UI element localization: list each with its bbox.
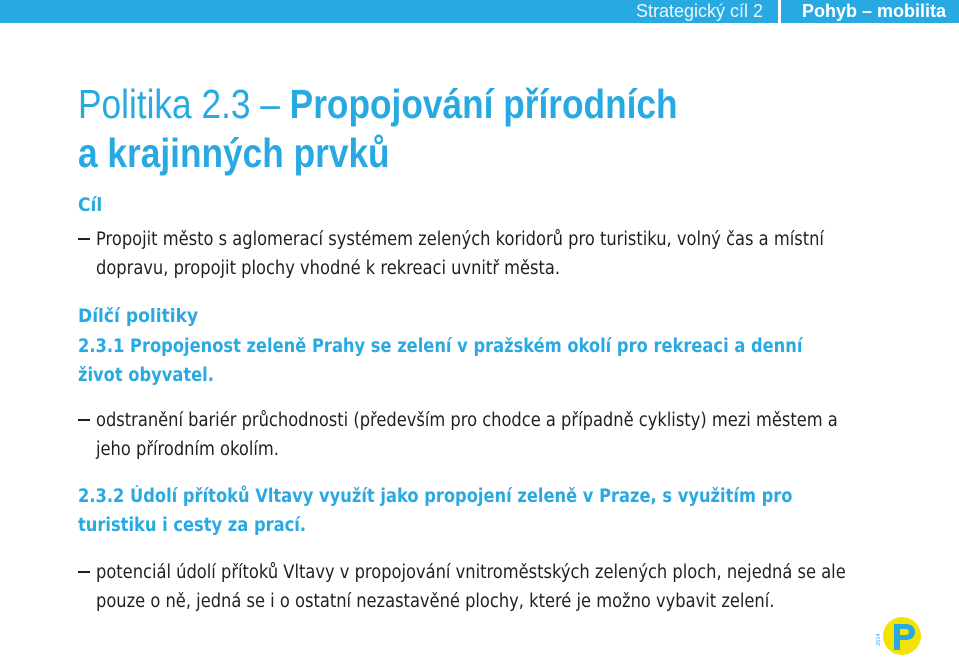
- subpolicy-title: 2.3.1 Propojenost zeleně Prahy se zelení v pražském okolí pro rekreaci a denní život obyvatel.: [78, 336, 803, 386]
- subpolicy-item-text: potenciál údolí přítoků Vltavy v propojování vnitroměstských zelených ploch, nejedná se ale pouze o ně, jedná se i o ostatní nezastavěné plochy, které je možno vybavit zelení.: [96, 562, 846, 612]
- policy-name-line1: Propojování přírodních: [289, 81, 678, 127]
- subpolicy-item: [78, 558, 938, 616]
- goal-section: [78, 191, 938, 283]
- goal-item: [78, 225, 938, 283]
- subpolicies-heading: Dílčí politiky: [78, 305, 199, 327]
- policy-number: Politika 2.3 –: [78, 81, 290, 127]
- dash-bullet: [78, 571, 90, 573]
- theme-label: Pohyb – mobilita: [801, 1, 946, 21]
- dash-bullet: [78, 238, 90, 240]
- subpolicies-section: [78, 302, 938, 616]
- header-divider: [778, 0, 781, 23]
- header-bar: [0, 0, 959, 23]
- letter-p-logo-icon: [876, 612, 924, 660]
- page-title: [78, 80, 818, 178]
- policy-name-line2: a krajinných prvků: [78, 130, 390, 176]
- dash-bullet: [78, 419, 90, 421]
- logo-year: 2014: [876, 633, 882, 646]
- goal-text: Propojit město s aglomerací systémem zelených koridorů pro turistiku, volný čas a místní dopravu, propojit plochy vhodné k rekreaci uvnitř města.: [96, 229, 824, 279]
- subpolicy-item: [78, 406, 938, 464]
- subpolicy-title: 2.3.2 Údolí přítoků Vltavy využít jako propojení zeleně v Praze, s využitím pro turistiku i cesty za prací.: [78, 486, 793, 536]
- goal-heading: Cíl: [78, 194, 103, 216]
- strategic-goal-label: Strategický cíl 2: [635, 1, 763, 21]
- subpolicy-item-text: odstranění bariér průchodnosti (především pro chodce a případně cyklisty) mezi městem a jeho přírodním okolím.: [96, 410, 838, 460]
